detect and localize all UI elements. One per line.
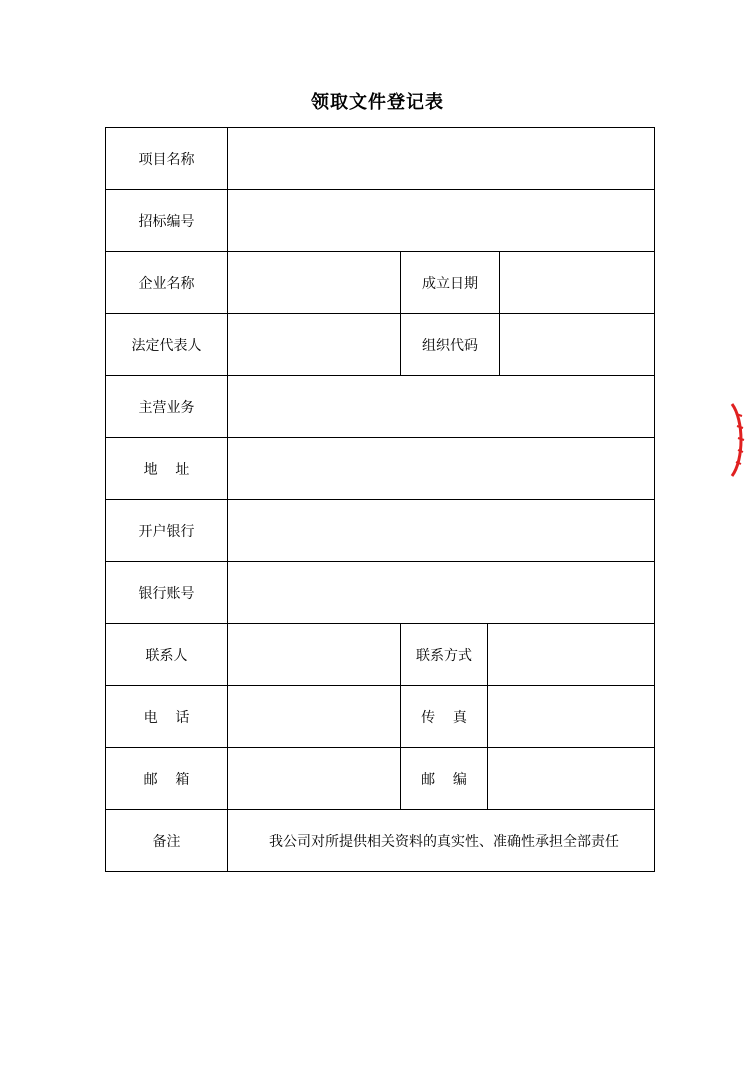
label-address: 地 址 <box>106 438 228 500</box>
label-legal-rep: 法定代表人 <box>106 314 228 376</box>
value-fax[interactable] <box>488 686 655 748</box>
value-contact-method[interactable] <box>488 624 655 686</box>
label-email: 邮 箱 <box>106 748 228 810</box>
table-row <box>106 686 655 748</box>
value-bank-account[interactable] <box>228 562 655 624</box>
table-row <box>106 624 655 686</box>
table-row <box>106 748 655 810</box>
value-company-name[interactable] <box>228 252 401 314</box>
label-contact-method: 联系方式 <box>401 624 488 686</box>
table-row <box>106 810 655 872</box>
value-contact-person[interactable] <box>228 624 401 686</box>
value-address[interactable] <box>228 438 655 500</box>
table-row <box>106 562 655 624</box>
value-phone[interactable] <box>228 686 401 748</box>
value-bank[interactable] <box>228 500 655 562</box>
label-org-code: 组织代码 <box>401 314 500 376</box>
table-row <box>106 438 655 500</box>
table-row <box>106 500 655 562</box>
value-legal-rep[interactable] <box>228 314 401 376</box>
label-bank-account: 银行账号 <box>106 562 228 624</box>
value-org-code[interactable] <box>500 314 655 376</box>
value-established-date[interactable] <box>500 252 655 314</box>
value-project-name[interactable] <box>228 128 655 190</box>
label-bid-number: 招标编号 <box>106 190 228 252</box>
label-main-business: 主营业务 <box>106 376 228 438</box>
value-postcode[interactable] <box>488 748 655 810</box>
label-contact-person: 联系人 <box>106 624 228 686</box>
label-remarks: 备注 <box>106 810 228 872</box>
page-title: 领取文件登记表 <box>311 92 444 113</box>
label-established-date: 成立日期 <box>401 252 500 314</box>
label-phone: 电 话 <box>106 686 228 748</box>
value-bid-number[interactable] <box>228 190 655 252</box>
table-row <box>106 128 655 190</box>
remarks-text: 我公司对所提供相关资料的真实性、准确性承担全部责任 <box>228 810 655 872</box>
label-project-name: 项目名称 <box>106 128 228 190</box>
red-seal-stamp <box>728 400 748 480</box>
table-row <box>106 376 655 438</box>
table-row <box>106 190 655 252</box>
table-row <box>106 252 655 314</box>
value-main-business[interactable] <box>228 376 655 438</box>
value-email[interactable] <box>228 748 401 810</box>
registration-form-table <box>105 127 655 872</box>
label-company-name: 企业名称 <box>106 252 228 314</box>
label-bank: 开户银行 <box>106 500 228 562</box>
table-row <box>106 314 655 376</box>
label-fax: 传 真 <box>401 686 488 748</box>
label-postcode: 邮 编 <box>401 748 488 810</box>
